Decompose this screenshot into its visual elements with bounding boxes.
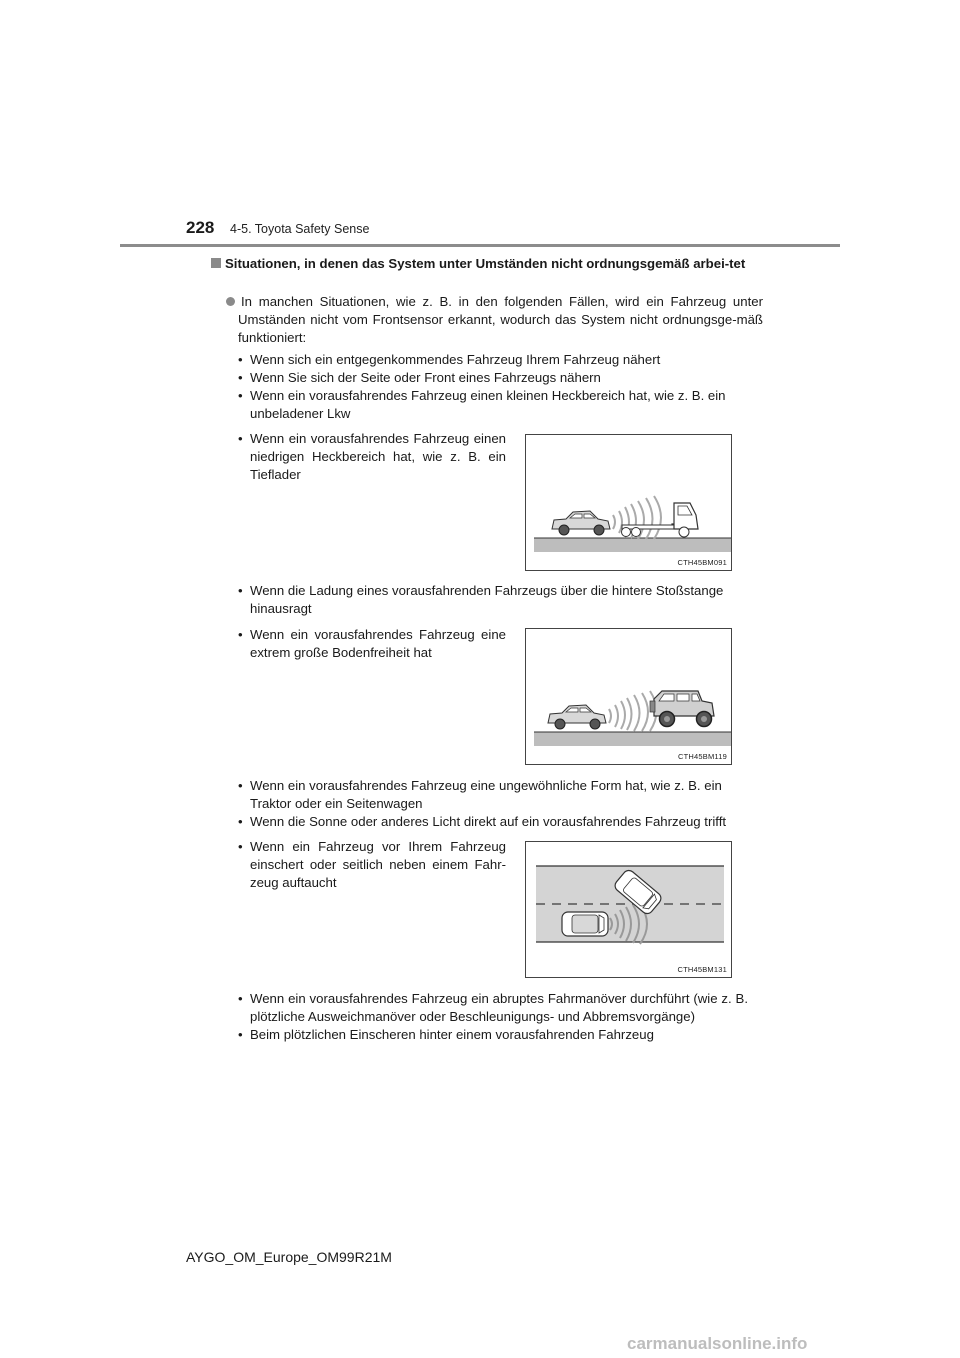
fig3-caption — [238, 838, 506, 892]
figure-high-clearance — [525, 628, 732, 765]
high-clearance-illustration — [526, 629, 731, 764]
intro-paragraph — [223, 293, 763, 347]
cut-in-illustration — [526, 842, 731, 977]
list-item: • Wenn ein vorausfahrendes Fahrzeug ein abruptes Fahrmanöver durchführt (wie z. B. plötzliche Ausweichmanöver oder Beschleunigungs- und Abbremsvorgänge) — [238, 991, 748, 1024]
list-item: • Wenn die Sonne oder anderes Licht direkt auf ein vorausfahrendes Fahrzeug trifft — [238, 814, 727, 829]
bullet-list-1 — [238, 351, 748, 423]
fig2-caption — [238, 626, 506, 662]
list-item: • Wenn ein vorausfahrendes Fahrzeug eine ungewöhnliche Form hat, wie z. B. ein Traktor oder ein Seitenwagen — [238, 778, 722, 811]
intro-text: In manchen Situationen, wie z. B. in den folgenden Fällen, wird ein Fahrzeug unter Umständen nicht vom Frontsensor erkannt, wodurch das System nicht ordnungsge-mäß funktioniert: — [238, 294, 763, 345]
list-item: • Wenn Sie sich der Seite oder Front eines Fahrzeugs nähern — [238, 370, 601, 385]
list-item: • Wenn die Ladung eines vorausfahrenden Fahrzeugs über die hintere Stoßstange hinausragt — [238, 583, 724, 616]
section-title: 4-5. Toyota Safety Sense — [230, 222, 370, 236]
section-heading-text: Situationen, in denen das System unter Umständen nicht ordnungsgemäß arbei-tet — [225, 256, 746, 271]
figure-code: CTH45BM131 — [677, 965, 727, 974]
list-item: • Beim plötzlichen Einscheren hinter einem vorausfahrenden Fahrzeug — [238, 1027, 654, 1042]
circle-bullet-icon — [226, 297, 235, 306]
list-item: • Wenn ein vorausfahrendes Fahrzeug einen niedrigen Heckbereich hat, wie z. B. ein Tieflader — [238, 431, 506, 482]
list-item: • Wenn ein vorausfahrendes Fahrzeug eine extrem große Bodenfreiheit hat — [238, 627, 506, 660]
figure-low-trailer — [525, 434, 732, 571]
list-item: • Wenn ein vorausfahrendes Fahrzeug einen kleinen Heckbereich hat, wie z. B. ein unbeladener Lkw — [238, 388, 726, 421]
bullet-list-4 — [238, 990, 748, 1044]
square-bullet-icon — [211, 258, 221, 268]
own-car — [562, 912, 608, 936]
figure-code: CTH45BM119 — [678, 752, 727, 761]
low-trailer-illustration — [526, 435, 731, 570]
page-number: 228 — [186, 218, 215, 237]
bullet-list-2 — [238, 582, 748, 618]
section-heading — [211, 255, 761, 273]
watermark: carmanualsonline.info — [627, 1334, 808, 1353]
fig1-caption — [238, 430, 506, 484]
document-id: AYGO_OM_Europe_OM99R21M — [186, 1249, 392, 1265]
bullet-list-3 — [238, 777, 748, 831]
figure-code: CTH45BM091 — [677, 558, 727, 567]
figure-cut-in — [525, 841, 732, 978]
header-rule — [120, 244, 840, 247]
list-item: • Wenn sich ein entgegenkommendes Fahrzeug Ihrem Fahrzeug nähert — [238, 352, 661, 367]
list-item: • Wenn ein Fahrzeug vor Ihrem Fahrzeug einschert oder seitlich neben einem Fahr-zeug auftaucht — [238, 839, 506, 890]
